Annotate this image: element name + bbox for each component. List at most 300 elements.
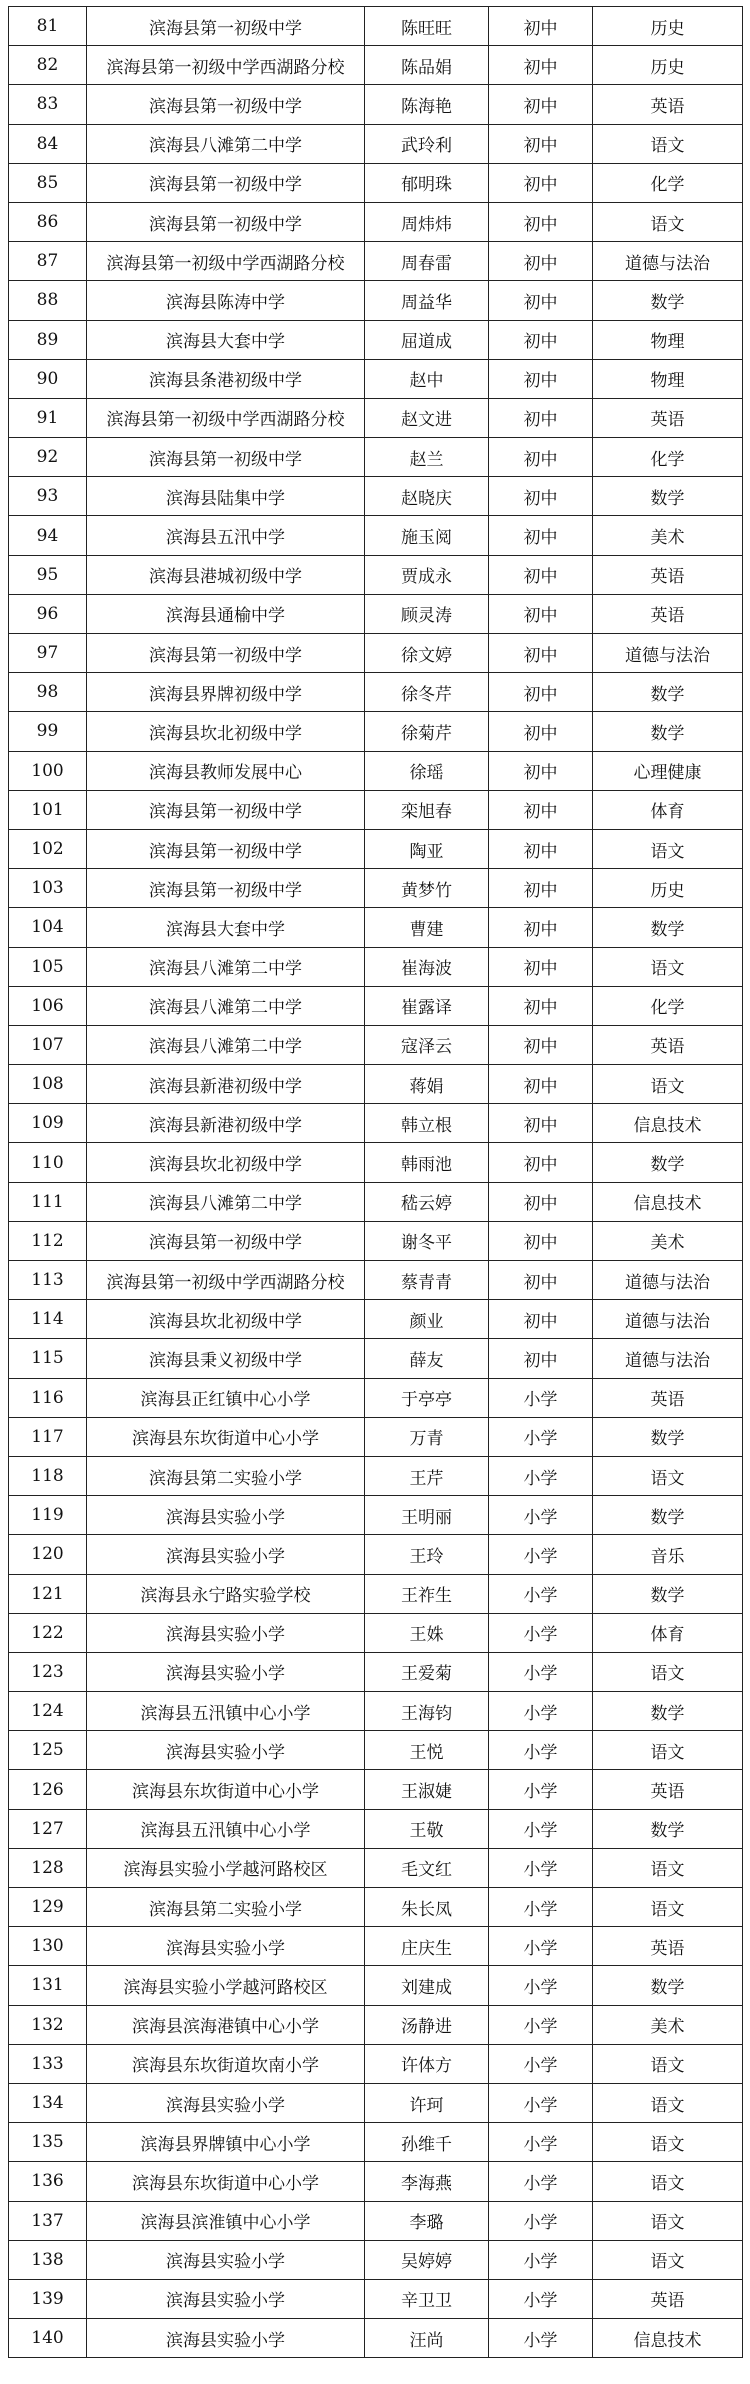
table-row xyxy=(9,320,743,359)
row-number-cell: 118 xyxy=(9,1456,87,1495)
school-name-cell: 滨海县正红镇中心小学 xyxy=(87,1378,365,1417)
teacher-name-cell: 施玉阅 xyxy=(365,516,489,555)
row-number-cell: 113 xyxy=(9,1261,87,1300)
table-row xyxy=(9,2201,743,2240)
school-level-cell: 小学 xyxy=(489,1888,593,1927)
subject-cell: 语文 xyxy=(593,202,743,241)
table-row xyxy=(9,1692,743,1731)
row-number-cell: 84 xyxy=(9,124,87,163)
teacher-name-cell: 王祚生 xyxy=(365,1574,489,1613)
school-name-cell: 滨海县五汛中学 xyxy=(87,516,365,555)
subject-cell: 道德与法治 xyxy=(593,242,743,281)
school-level-cell: 初中 xyxy=(489,947,593,986)
school-level-cell: 初中 xyxy=(489,1182,593,1221)
subject-cell: 英语 xyxy=(593,1025,743,1064)
subject-cell: 美术 xyxy=(593,516,743,555)
subject-cell: 数学 xyxy=(593,1143,743,1182)
school-level-cell: 小学 xyxy=(489,1613,593,1652)
row-number-cell: 112 xyxy=(9,1221,87,1260)
table-row xyxy=(9,555,743,594)
teacher-name-cell: 刘建成 xyxy=(365,1966,489,2005)
table-row xyxy=(9,1456,743,1495)
row-number-cell: 107 xyxy=(9,1025,87,1064)
subject-cell: 信息技术 xyxy=(593,2319,743,2358)
table-row xyxy=(9,2240,743,2279)
table-row xyxy=(9,46,743,85)
school-level-cell: 初中 xyxy=(489,398,593,437)
subject-cell: 美术 xyxy=(593,1221,743,1260)
school-level-cell: 小学 xyxy=(489,2162,593,2201)
row-number-cell: 97 xyxy=(9,634,87,673)
teacher-name-cell: 陶亚 xyxy=(365,829,489,868)
row-number-cell: 121 xyxy=(9,1574,87,1613)
subject-cell: 语文 xyxy=(593,829,743,868)
row-number-cell: 116 xyxy=(9,1378,87,1417)
table-row xyxy=(9,1731,743,1770)
row-number-cell: 126 xyxy=(9,1770,87,1809)
subject-cell: 语文 xyxy=(593,124,743,163)
school-level-cell: 初中 xyxy=(489,163,593,202)
school-level-cell: 初中 xyxy=(489,594,593,633)
row-number-cell: 105 xyxy=(9,947,87,986)
subject-cell: 语文 xyxy=(593,947,743,986)
table-row xyxy=(9,202,743,241)
subject-cell: 化学 xyxy=(593,438,743,477)
teacher-name-cell: 辛卫卫 xyxy=(365,2279,489,2318)
table-row xyxy=(9,1143,743,1182)
row-number-cell: 131 xyxy=(9,1966,87,2005)
school-level-cell: 小学 xyxy=(489,1770,593,1809)
teacher-name-cell: 周炜炜 xyxy=(365,202,489,241)
school-name-cell: 滨海县八滩第二中学 xyxy=(87,947,365,986)
school-name-cell: 滨海县第二实验小学 xyxy=(87,1456,365,1495)
table-row xyxy=(9,751,743,790)
subject-cell: 历史 xyxy=(593,46,743,85)
subject-cell: 数学 xyxy=(593,1692,743,1731)
teacher-name-cell: 毛文红 xyxy=(365,1848,489,1887)
school-level-cell: 初中 xyxy=(489,320,593,359)
roster-body xyxy=(9,7,743,2358)
row-number-cell: 103 xyxy=(9,869,87,908)
row-number-cell: 104 xyxy=(9,908,87,947)
subject-cell: 信息技术 xyxy=(593,1182,743,1221)
table-row xyxy=(9,163,743,202)
teacher-name-cell: 吴婷婷 xyxy=(365,2240,489,2279)
table-row xyxy=(9,1065,743,1104)
school-level-cell: 初中 xyxy=(489,986,593,1025)
teacher-name-cell: 黄梦竹 xyxy=(365,869,489,908)
teacher-name-cell: 崔海波 xyxy=(365,947,489,986)
school-level-cell: 小学 xyxy=(489,2319,593,2358)
school-level-cell: 初中 xyxy=(489,869,593,908)
school-name-cell: 滨海县第一初级中学西湖路分校 xyxy=(87,242,365,281)
row-number-cell: 133 xyxy=(9,2044,87,2083)
school-name-cell: 滨海县滨淮镇中心小学 xyxy=(87,2201,365,2240)
row-number-cell: 101 xyxy=(9,790,87,829)
teacher-name-cell: 李璐 xyxy=(365,2201,489,2240)
row-number-cell: 81 xyxy=(9,7,87,46)
school-level-cell: 小学 xyxy=(489,1731,593,1770)
row-number-cell: 136 xyxy=(9,2162,87,2201)
school-name-cell: 滨海县通榆中学 xyxy=(87,594,365,633)
teacher-name-cell: 谢冬平 xyxy=(365,1221,489,1260)
school-name-cell: 滨海县八滩第二中学 xyxy=(87,986,365,1025)
subject-cell: 数学 xyxy=(593,1417,743,1456)
school-name-cell: 滨海县八滩第二中学 xyxy=(87,1025,365,1064)
teacher-name-cell: 陈海艳 xyxy=(365,85,489,124)
school-level-cell: 初中 xyxy=(489,908,593,947)
subject-cell: 历史 xyxy=(593,869,743,908)
table-row xyxy=(9,2123,743,2162)
teacher-name-cell: 王悦 xyxy=(365,1731,489,1770)
row-number-cell: 117 xyxy=(9,1417,87,1456)
teacher-name-cell: 周春雷 xyxy=(365,242,489,281)
school-level-cell: 初中 xyxy=(489,634,593,673)
table-row xyxy=(9,281,743,320)
school-name-cell: 滨海县第一初级中学 xyxy=(87,438,365,477)
row-number-cell: 119 xyxy=(9,1496,87,1535)
subject-cell: 语文 xyxy=(593,1065,743,1104)
school-name-cell: 滨海县实验小学越河路校区 xyxy=(87,1848,365,1887)
table-row xyxy=(9,1770,743,1809)
school-name-cell: 滨海县坎北初级中学 xyxy=(87,1300,365,1339)
teacher-name-cell: 周益华 xyxy=(365,281,489,320)
school-name-cell: 滨海县实验小学 xyxy=(87,1535,365,1574)
row-number-cell: 130 xyxy=(9,1927,87,1966)
school-level-cell: 初中 xyxy=(489,1104,593,1143)
teacher-name-cell: 朱长凤 xyxy=(365,1888,489,1927)
school-level-cell: 初中 xyxy=(489,124,593,163)
subject-cell: 语文 xyxy=(593,2162,743,2201)
row-number-cell: 111 xyxy=(9,1182,87,1221)
table-row xyxy=(9,477,743,516)
school-level-cell: 小学 xyxy=(489,1535,593,1574)
subject-cell: 化学 xyxy=(593,163,743,202)
row-number-cell: 127 xyxy=(9,1809,87,1848)
subject-cell: 英语 xyxy=(593,1770,743,1809)
school-name-cell: 滨海县八滩第二中学 xyxy=(87,1182,365,1221)
subject-cell: 数学 xyxy=(593,673,743,712)
teacher-name-cell: 于亭亭 xyxy=(365,1378,489,1417)
table-row xyxy=(9,1966,743,2005)
table-row xyxy=(9,2005,743,2044)
school-name-cell: 滨海县实验小学 xyxy=(87,1613,365,1652)
row-number-cell: 92 xyxy=(9,438,87,477)
table-row xyxy=(9,2279,743,2318)
teacher-name-cell: 陈品娟 xyxy=(365,46,489,85)
table-row xyxy=(9,1300,743,1339)
school-level-cell: 小学 xyxy=(489,2044,593,2083)
school-name-cell: 滨海县第二实验小学 xyxy=(87,1888,365,1927)
teacher-name-cell: 崔露译 xyxy=(365,986,489,1025)
subject-cell: 语文 xyxy=(593,2044,743,2083)
subject-cell: 体育 xyxy=(593,1613,743,1652)
teacher-name-cell: 王芹 xyxy=(365,1456,489,1495)
school-level-cell: 初中 xyxy=(489,829,593,868)
row-number-cell: 138 xyxy=(9,2240,87,2279)
school-level-cell: 小学 xyxy=(489,1848,593,1887)
subject-cell: 数学 xyxy=(593,712,743,751)
row-number-cell: 85 xyxy=(9,163,87,202)
teacher-name-cell: 赵兰 xyxy=(365,438,489,477)
school-level-cell: 初中 xyxy=(489,673,593,712)
school-level-cell: 初中 xyxy=(489,438,593,477)
school-name-cell: 滨海县东坎街道中心小学 xyxy=(87,1770,365,1809)
school-name-cell: 滨海县实验小学 xyxy=(87,2240,365,2279)
table-row xyxy=(9,1104,743,1143)
school-level-cell: 初中 xyxy=(489,359,593,398)
subject-cell: 心理健康 xyxy=(593,751,743,790)
school-level-cell: 小学 xyxy=(489,2201,593,2240)
table-row xyxy=(9,359,743,398)
school-name-cell: 滨海县港城初级中学 xyxy=(87,555,365,594)
school-name-cell: 滨海县实验小学 xyxy=(87,2083,365,2122)
school-level-cell: 初中 xyxy=(489,1065,593,1104)
row-number-cell: 139 xyxy=(9,2279,87,2318)
teacher-name-cell: 王姝 xyxy=(365,1613,489,1652)
school-level-cell: 初中 xyxy=(489,1025,593,1064)
school-name-cell: 滨海县五汛镇中心小学 xyxy=(87,1692,365,1731)
school-level-cell: 初中 xyxy=(489,85,593,124)
row-number-cell: 120 xyxy=(9,1535,87,1574)
subject-cell: 物理 xyxy=(593,359,743,398)
school-level-cell: 初中 xyxy=(489,7,593,46)
subject-cell: 道德与法治 xyxy=(593,1339,743,1378)
row-number-cell: 124 xyxy=(9,1692,87,1731)
teacher-name-cell: 王爱菊 xyxy=(365,1652,489,1691)
teacher-name-cell: 王海钧 xyxy=(365,1692,489,1731)
school-level-cell: 初中 xyxy=(489,751,593,790)
table-row xyxy=(9,438,743,477)
row-number-cell: 95 xyxy=(9,555,87,594)
school-name-cell: 滨海县第一初级中学 xyxy=(87,202,365,241)
table-row xyxy=(9,2319,743,2358)
teacher-name-cell: 栾旭春 xyxy=(365,790,489,829)
school-level-cell: 初中 xyxy=(489,46,593,85)
teacher-name-cell: 顾灵涛 xyxy=(365,594,489,633)
teacher-name-cell: 屈道成 xyxy=(365,320,489,359)
school-name-cell: 滨海县新港初级中学 xyxy=(87,1104,365,1143)
table-row xyxy=(9,712,743,751)
teacher-name-cell: 庄庆生 xyxy=(365,1927,489,1966)
school-name-cell: 滨海县八滩第二中学 xyxy=(87,124,365,163)
row-number-cell: 102 xyxy=(9,829,87,868)
row-number-cell: 123 xyxy=(9,1652,87,1691)
teacher-name-cell: 赵晓庆 xyxy=(365,477,489,516)
teacher-name-cell: 王敬 xyxy=(365,1809,489,1848)
school-name-cell: 滨海县新港初级中学 xyxy=(87,1065,365,1104)
school-name-cell: 滨海县实验小学 xyxy=(87,1496,365,1535)
table-row xyxy=(9,1535,743,1574)
table-row xyxy=(9,1848,743,1887)
teacher-name-cell: 嵇云婷 xyxy=(365,1182,489,1221)
subject-cell: 英语 xyxy=(593,85,743,124)
row-number-cell: 94 xyxy=(9,516,87,555)
row-number-cell: 106 xyxy=(9,986,87,1025)
teacher-name-cell: 郁明珠 xyxy=(365,163,489,202)
teacher-name-cell: 孙维千 xyxy=(365,2123,489,2162)
teacher-name-cell: 蔡青青 xyxy=(365,1261,489,1300)
row-number-cell: 83 xyxy=(9,85,87,124)
school-name-cell: 滨海县实验小学 xyxy=(87,1927,365,1966)
subject-cell: 语文 xyxy=(593,2083,743,2122)
school-name-cell: 滨海县实验小学越河路校区 xyxy=(87,1966,365,2005)
row-number-cell: 96 xyxy=(9,594,87,633)
school-level-cell: 初中 xyxy=(489,790,593,829)
school-level-cell: 初中 xyxy=(489,477,593,516)
table-row xyxy=(9,829,743,868)
subject-cell: 体育 xyxy=(593,790,743,829)
table-row xyxy=(9,2044,743,2083)
subject-cell: 语文 xyxy=(593,1888,743,1927)
school-level-cell: 小学 xyxy=(489,1652,593,1691)
row-number-cell: 86 xyxy=(9,202,87,241)
subject-cell: 语文 xyxy=(593,1848,743,1887)
teacher-name-cell: 赵中 xyxy=(365,359,489,398)
row-number-cell: 108 xyxy=(9,1065,87,1104)
subject-cell: 语文 xyxy=(593,2201,743,2240)
school-name-cell: 滨海县第一初级中学 xyxy=(87,634,365,673)
school-name-cell: 滨海县第一初级中学 xyxy=(87,163,365,202)
subject-cell: 英语 xyxy=(593,1927,743,1966)
row-number-cell: 99 xyxy=(9,712,87,751)
table-row xyxy=(9,1261,743,1300)
table-row xyxy=(9,1888,743,1927)
school-name-cell: 滨海县永宁路实验学校 xyxy=(87,1574,365,1613)
teacher-name-cell: 汪尚 xyxy=(365,2319,489,2358)
row-number-cell: 125 xyxy=(9,1731,87,1770)
subject-cell: 数学 xyxy=(593,1966,743,2005)
subject-cell: 数学 xyxy=(593,1496,743,1535)
school-level-cell: 初中 xyxy=(489,1300,593,1339)
teacher-name-cell: 韩立根 xyxy=(365,1104,489,1143)
table-row xyxy=(9,1378,743,1417)
school-level-cell: 小学 xyxy=(489,1966,593,2005)
teacher-name-cell: 蒋娟 xyxy=(365,1065,489,1104)
subject-cell: 数学 xyxy=(593,477,743,516)
school-name-cell: 滨海县第一初级中学 xyxy=(87,7,365,46)
table-row xyxy=(9,1613,743,1652)
subject-cell: 数学 xyxy=(593,1574,743,1613)
school-name-cell: 滨海县陈涛中学 xyxy=(87,281,365,320)
row-number-cell: 100 xyxy=(9,751,87,790)
row-number-cell: 140 xyxy=(9,2319,87,2358)
school-level-cell: 初中 xyxy=(489,712,593,751)
table-row xyxy=(9,986,743,1025)
school-level-cell: 初中 xyxy=(489,516,593,555)
table-row xyxy=(9,1927,743,1966)
row-number-cell: 110 xyxy=(9,1143,87,1182)
subject-cell: 数学 xyxy=(593,281,743,320)
school-name-cell: 滨海县东坎街道中心小学 xyxy=(87,2162,365,2201)
subject-cell: 英语 xyxy=(593,555,743,594)
row-number-cell: 134 xyxy=(9,2083,87,2122)
row-number-cell: 129 xyxy=(9,1888,87,1927)
row-number-cell: 93 xyxy=(9,477,87,516)
school-name-cell: 滨海县实验小学 xyxy=(87,2279,365,2318)
table-row xyxy=(9,869,743,908)
school-name-cell: 滨海县条港初级中学 xyxy=(87,359,365,398)
table-row xyxy=(9,85,743,124)
table-row xyxy=(9,242,743,281)
table-row xyxy=(9,1809,743,1848)
row-number-cell: 137 xyxy=(9,2201,87,2240)
teacher-name-cell: 韩雨池 xyxy=(365,1143,489,1182)
subject-cell: 英语 xyxy=(593,1378,743,1417)
school-level-cell: 小学 xyxy=(489,1809,593,1848)
teacher-name-cell: 寇泽云 xyxy=(365,1025,489,1064)
teacher-name-cell: 徐瑶 xyxy=(365,751,489,790)
teacher-name-cell: 武玲利 xyxy=(365,124,489,163)
school-name-cell: 滨海县第一初级中学 xyxy=(87,829,365,868)
subject-cell: 数学 xyxy=(593,908,743,947)
teacher-name-cell: 李海燕 xyxy=(365,2162,489,2201)
row-number-cell: 132 xyxy=(9,2005,87,2044)
table-row xyxy=(9,7,743,46)
subject-cell: 英语 xyxy=(593,2279,743,2318)
school-name-cell: 滨海县陆集中学 xyxy=(87,477,365,516)
school-level-cell: 初中 xyxy=(489,1143,593,1182)
subject-cell: 道德与法治 xyxy=(593,1261,743,1300)
subject-cell: 信息技术 xyxy=(593,1104,743,1143)
teacher-roster-table xyxy=(8,6,743,2358)
subject-cell: 美术 xyxy=(593,2005,743,2044)
school-level-cell: 初中 xyxy=(489,1339,593,1378)
school-name-cell: 滨海县实验小学 xyxy=(87,2319,365,2358)
subject-cell: 音乐 xyxy=(593,1535,743,1574)
school-name-cell: 滨海县五汛镇中心小学 xyxy=(87,1809,365,1848)
subject-cell: 道德与法治 xyxy=(593,634,743,673)
table-row xyxy=(9,673,743,712)
subject-cell: 数学 xyxy=(593,1809,743,1848)
school-name-cell: 滨海县实验小学 xyxy=(87,1652,365,1691)
teacher-name-cell: 汤静进 xyxy=(365,2005,489,2044)
school-name-cell: 滨海县大套中学 xyxy=(87,320,365,359)
subject-cell: 道德与法治 xyxy=(593,1300,743,1339)
teacher-name-cell: 薛友 xyxy=(365,1339,489,1378)
table-row xyxy=(9,908,743,947)
table-row xyxy=(9,2162,743,2201)
school-name-cell: 滨海县实验小学 xyxy=(87,1731,365,1770)
school-level-cell: 小学 xyxy=(489,2279,593,2318)
subject-cell: 语文 xyxy=(593,1652,743,1691)
table-row xyxy=(9,947,743,986)
school-level-cell: 初中 xyxy=(489,242,593,281)
table-row xyxy=(9,594,743,633)
school-level-cell: 小学 xyxy=(489,1574,593,1613)
school-name-cell: 滨海县第一初级中学西湖路分校 xyxy=(87,1261,365,1300)
school-name-cell: 滨海县滨海港镇中心小学 xyxy=(87,2005,365,2044)
subject-cell: 化学 xyxy=(593,986,743,1025)
school-name-cell: 滨海县坎北初级中学 xyxy=(87,712,365,751)
row-number-cell: 91 xyxy=(9,398,87,437)
row-number-cell: 122 xyxy=(9,1613,87,1652)
table-row xyxy=(9,124,743,163)
table-row xyxy=(9,1221,743,1260)
school-level-cell: 小学 xyxy=(489,2005,593,2044)
teacher-name-cell: 王明丽 xyxy=(365,1496,489,1535)
school-level-cell: 初中 xyxy=(489,281,593,320)
school-level-cell: 小学 xyxy=(489,2123,593,2162)
school-name-cell: 滨海县坎北初级中学 xyxy=(87,1143,365,1182)
school-name-cell: 滨海县东坎街道中心小学 xyxy=(87,1417,365,1456)
row-number-cell: 114 xyxy=(9,1300,87,1339)
table-row xyxy=(9,1417,743,1456)
school-name-cell: 滨海县东坎街道坎南小学 xyxy=(87,2044,365,2083)
teacher-name-cell: 许体方 xyxy=(365,2044,489,2083)
row-number-cell: 88 xyxy=(9,281,87,320)
school-level-cell: 小学 xyxy=(489,1496,593,1535)
